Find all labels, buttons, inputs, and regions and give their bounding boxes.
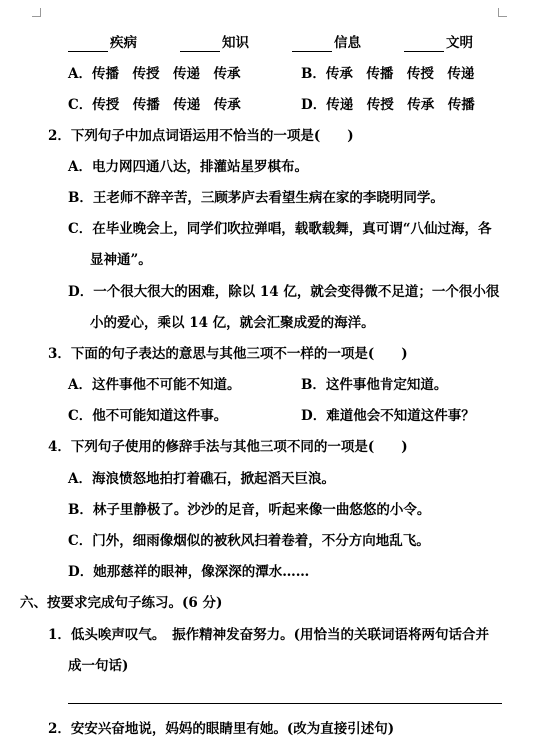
q2-option-d-line2: 小的爱心，乘以 14 亿，就会汇聚成爱的海洋。 [90,315,375,331]
q4-option-c[interactable]: C．门外，细雨像烟似的被秋风扫着卷着，不分方向地乱飞。 [68,533,430,549]
q3-stem: 3．下面的句子表达的意思与其他三项不一样的一项是( ) [48,346,408,362]
blanks-row-4 [404,34,473,52]
section-6-title: 六、按要求完成句子练习。(6 分) [20,595,223,611]
blank-word-4: 文明 [446,35,473,51]
q1-option-c[interactable]: C．传授 传播 传递 传承 [68,97,241,113]
q2-option-c-line2: 显神通”。 [90,252,152,268]
q2-option-c-line1[interactable]: C．在毕业晚会上，同学们吹拉弹唱，载歌载舞，真可谓“八仙过海，各 [68,221,492,237]
q1-option-b[interactable]: B．传承 传播 传授 传递 [301,66,475,82]
corner-mark-left [32,8,41,17]
q3-option-c[interactable]: C．他不可能知道这件事。 [68,408,228,424]
s6-q1-line2: 成一句话) [68,658,129,674]
s6-q2-line: 2．安安兴奋地说，妈妈的眼睛里有她。(改为直接引述句) [48,721,395,737]
blanks-row [68,34,137,52]
s6-q1-line1: 1．低头唉声叹气。 振作精神发奋努力。(用恰当的关联词语将两句话合并 [48,627,490,643]
blank-word-2: 知识 [222,35,249,51]
corner-mark-right [498,8,507,17]
q2-stem: 2．下列句子中加点词语运用不恰当的一项是( ) [48,128,354,144]
q4-option-b[interactable]: B．林子里静极了。沙沙的足音，听起来像一曲悠悠的小令。 [68,502,431,518]
blank-word-1: 疾病 [110,35,137,51]
q3-option-a[interactable]: A．这件事他不可能不知道。 [68,377,241,393]
blank-field-2[interactable] [180,37,220,52]
q4-option-a[interactable]: A．海浪愤怒地拍打着礁石，掀起滔天巨浪。 [68,471,335,487]
blank-field-3[interactable] [292,37,332,52]
s6-q1-answer-line[interactable] [68,703,502,704]
blank-field-4[interactable] [404,37,444,52]
q1-option-a[interactable]: A．传播 传授 传递 传承 [68,66,241,82]
q2-option-d-line1[interactable]: D．一个很大很大的困难，除以 14 亿，就会变得微不足道；一个很小很 [68,284,500,300]
q2-option-a[interactable]: A．电力网四通八达，排灌站星罗棋布。 [68,159,308,175]
blanks-row-3 [292,34,361,52]
q2-option-b[interactable]: B．王老师不辞辛苦，三顾茅庐去看望生病在家的李晓明同学。 [68,190,444,206]
q4-option-d[interactable]: D．她那慈祥的眼神，像深深的潭水…… [68,564,310,580]
blank-word-3: 信息 [334,35,361,51]
q1-option-d[interactable]: D．传递 传授 传承 传播 [301,97,475,113]
blank-field-1[interactable] [68,37,108,52]
q3-option-b[interactable]: B．这件事他肯定知道。 [301,377,448,393]
q4-stem: 4．下列句子使用的修辞手法与其他三项不同的一项是( ) [48,439,408,455]
q3-option-d[interactable]: D．难道他会不知道这件事？ [301,408,475,424]
blanks-row-2 [180,34,249,52]
